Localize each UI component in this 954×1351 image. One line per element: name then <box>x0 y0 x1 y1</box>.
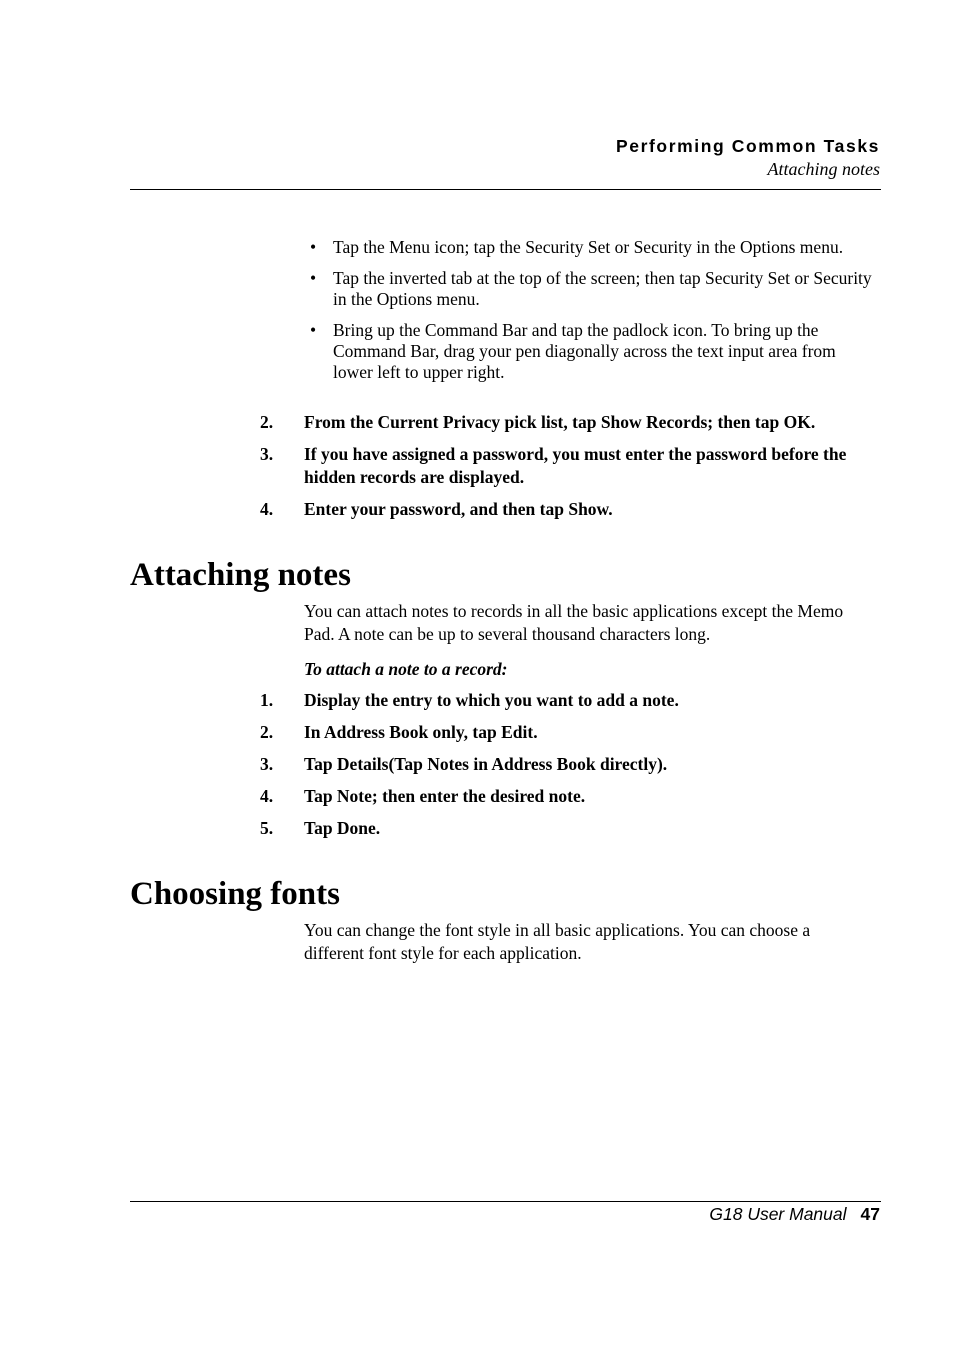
step-number: 2. <box>260 412 274 432</box>
step-number: 1. <box>260 690 274 710</box>
attach-note-step-list <box>260 689 880 849</box>
step-item <box>260 753 880 776</box>
bullet-text: Tap the inverted tab at the top of the screen; then tap Security Set or Security in the Options menu. <box>333 268 872 309</box>
section-heading-choosing-fonts: Choosing fonts <box>130 876 340 912</box>
step-number: 4. <box>260 786 274 806</box>
step-text: Tap Details(Tap Notes in Address Book directly). <box>304 754 668 774</box>
step-item <box>260 443 880 489</box>
step-number: 4. <box>260 499 274 519</box>
step-item <box>260 498 880 521</box>
step-number: 3. <box>260 754 274 774</box>
procedure-title: To attach a note to a record: <box>304 659 508 679</box>
bullet-dot: • <box>310 268 317 288</box>
step-item <box>260 785 880 808</box>
step-item <box>260 721 880 744</box>
step-number: 5. <box>260 818 274 838</box>
step-text: Enter your password, and then tap Show. <box>304 499 613 519</box>
running-header <box>130 134 880 180</box>
bullet-text: Tap the Menu icon; tap the Security Set or Security in the Options menu. <box>333 237 844 257</box>
step-text: If you have assigned a password, you must enter the password before the hidden records are displayed. <box>304 444 847 487</box>
bullet-dot: • <box>310 237 317 257</box>
attaching-intro-paragraph: You can attach notes to records in all the basic applications except the Memo Pad. A note can be up to several thousand characters long. <box>304 601 844 644</box>
bullet-item <box>304 237 874 258</box>
step-item <box>260 817 880 840</box>
bullet-item <box>304 320 874 383</box>
step-item <box>260 689 880 712</box>
step-number: 2. <box>260 722 274 742</box>
step-text: From the Current Privacy pick list, tap Show Records; then tap OK. <box>304 412 816 432</box>
bullet-dot: • <box>310 320 317 340</box>
step-text: Tap Note; then enter the desired note. <box>304 786 586 806</box>
section-heading-attaching-notes: Attaching notes <box>130 557 351 593</box>
manual-title: G18 User Manual <box>709 1204 847 1224</box>
step-number: 3. <box>260 444 274 464</box>
section-subtitle: Attaching notes <box>767 159 880 179</box>
bullet-item <box>304 268 874 310</box>
chapter-title: Performing Common Tasks <box>615 136 880 156</box>
fonts-intro-paragraph: You can change the font style in all basic applications. You can choose a different font style for each application. <box>304 920 811 963</box>
option-bullet-list <box>304 237 874 393</box>
privacy-step-list <box>260 411 880 530</box>
step-item <box>260 411 880 434</box>
header-rule <box>130 189 881 190</box>
page-number: 47 <box>860 1204 880 1224</box>
bullet-text: Bring up the Command Bar and tap the padlock icon. To bring up the Command Bar, drag your pen diagonally across the text input area from lower left to upper right. <box>333 320 836 382</box>
step-text: In Address Book only, tap Edit. <box>304 722 538 742</box>
step-text: Tap Done. <box>304 818 381 838</box>
step-text: Display the entry to which you want to add a note. <box>304 690 679 710</box>
running-footer <box>130 1202 880 1226</box>
